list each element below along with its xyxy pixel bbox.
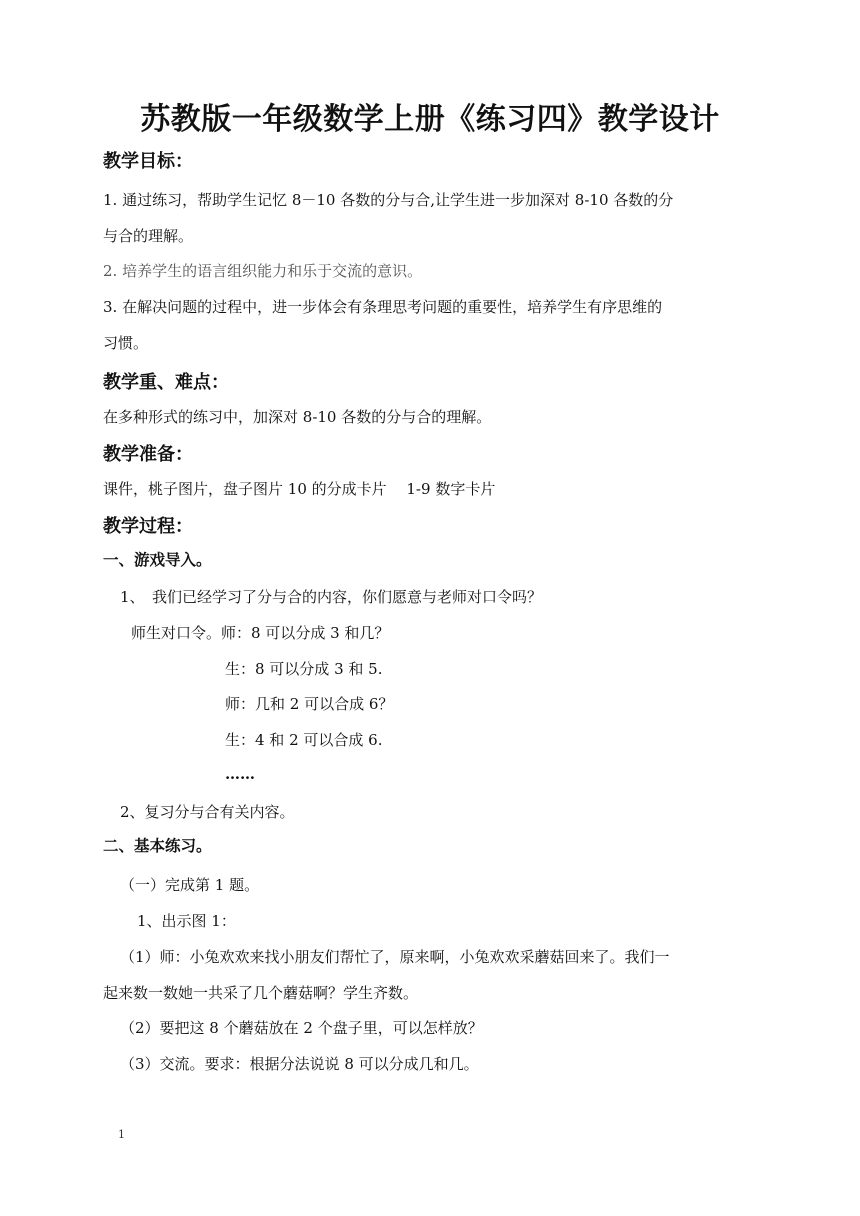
- process-heading: 教学过程：: [103, 516, 193, 537]
- dialog-line-2: 生：8 可以分成 3 和 5.: [225, 660, 383, 678]
- dialog-ellipsis: ……: [225, 765, 255, 783]
- section-1-item-1: 1、 我们已经学习了分与合的内容，你们愿意与老师对口令吗？: [120, 588, 543, 606]
- paragraph-1-line-1: （1）师：小兔欢欢来找小朋友们帮忙了，原来啊，小兔欢欢采蘑菇回来了。我们一: [120, 948, 670, 966]
- paragraph-1-line-2: 起来数一数她一共采了几个蘑菇啊？学生齐数。: [103, 984, 419, 1002]
- key-points-heading: 教学重、难点：: [103, 372, 229, 393]
- goal-3-line-1: 3. 在解决问题的过程中，进一步体会有条理思考问题的重要性，培养学生有序思维的: [103, 298, 663, 316]
- section-2-heading: 二、基本练习。: [103, 837, 212, 855]
- goal-3-line-2: 习惯。: [103, 334, 149, 352]
- key-points-text: 在多种形式的练习中，加深对 8-10 各数的分与合的理解。: [103, 408, 492, 426]
- section-1-item-2: 2、复习分与合有关内容。: [120, 803, 295, 821]
- paragraph-2: （2）要把这 8 个蘑菇放在 2 个盘子里，可以怎样放？: [120, 1019, 483, 1037]
- goal-1-line-1: 1. 通过练习，帮助学生记忆 8－10 各数的分与合,让学生进一步加深对 8-10 各数的分: [103, 191, 674, 209]
- document-title: 苏教版一年级数学上册《练习四》教学设计: [140, 102, 720, 137]
- section-2-sub-1-item: 1、出示图 1：: [137, 912, 236, 930]
- dialog-line-3: 师：几和 2 可以合成 6？: [225, 695, 394, 713]
- preparation-text: 课件，桃子图片，盘子图片 10 的分成卡片 1-9 数字卡片: [103, 480, 496, 498]
- page-number: 1: [118, 1128, 125, 1141]
- paragraph-3: （3）交流。要求：根据分法说说 8 可以分成几和几。: [120, 1055, 479, 1073]
- goal-2: 2. 培养学生的语言组织能力和乐于交流的意识。: [103, 262, 423, 280]
- goal-1-line-2: 与合的理解。: [103, 227, 194, 245]
- section-1-heading: 一、游戏导入。: [103, 551, 212, 569]
- dialog-line-1: 师生对口令。师：8 可以分成 3 和几？: [131, 624, 390, 642]
- goals-heading: 教学目标：: [103, 151, 193, 172]
- section-2-sub-1: （一）完成第 1 题。: [120, 876, 260, 894]
- dialog-line-4: 生：4 和 2 可以合成 6.: [225, 731, 383, 749]
- preparation-heading: 教学准备：: [103, 444, 193, 465]
